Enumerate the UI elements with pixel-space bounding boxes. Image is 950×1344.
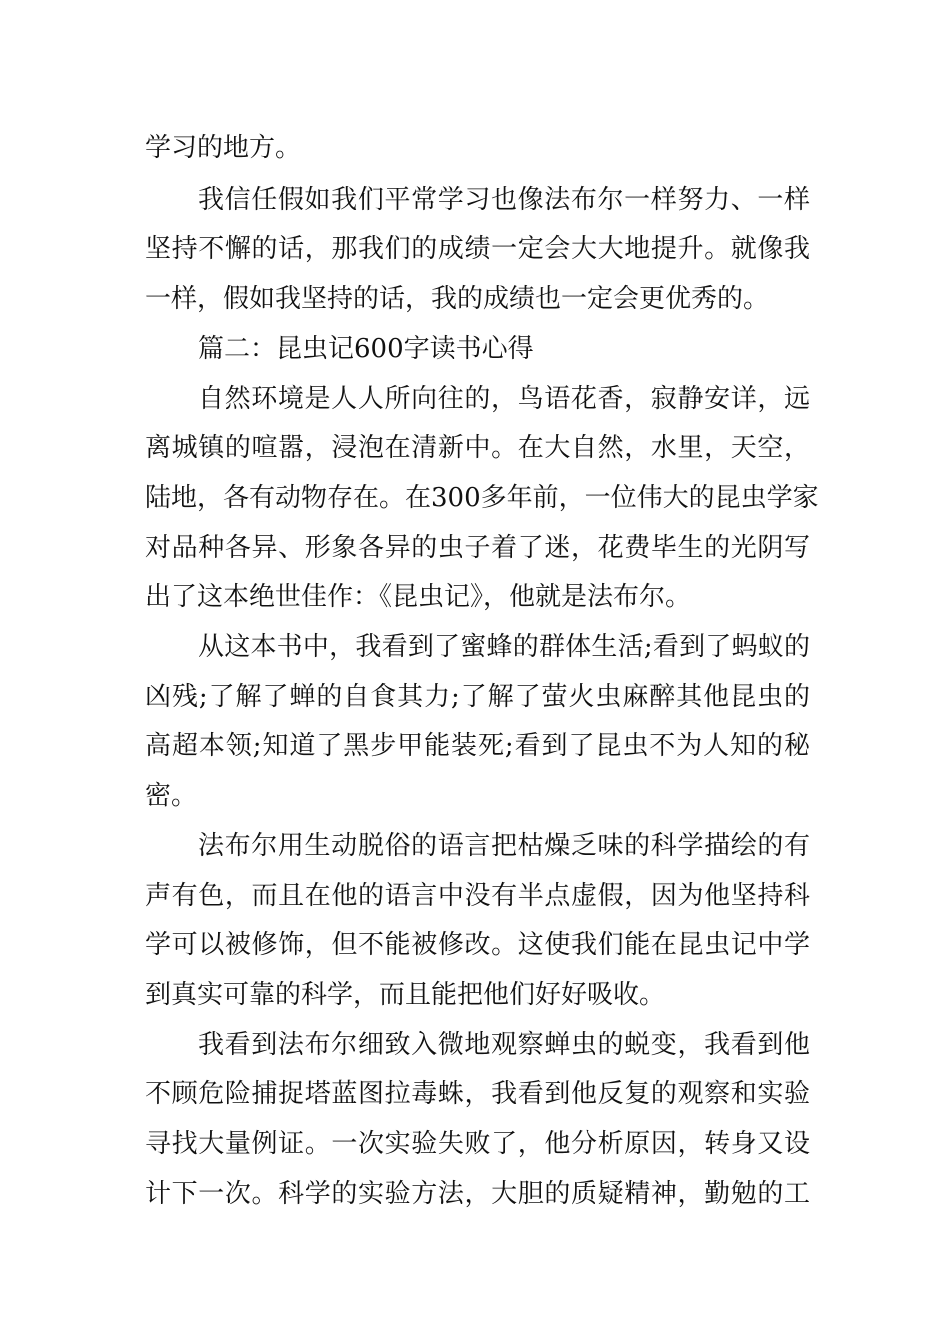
text-line: 学习的地方。 xyxy=(145,133,302,163)
text-line: 从这本书中，我看到了蜜蜂的群体生活;看到了蚂蚁的 xyxy=(198,632,810,662)
text-line: 法布尔用生动脱俗的语言把枯燥乏味的科学描绘的有 xyxy=(198,831,810,861)
text-line: 寻找大量例证。一次实验失败了，他分析原因，转身又设 xyxy=(145,1129,810,1159)
text-line: 不顾危险捕捉塔蓝图拉毒蛛，我看到他反复的观察和实验 xyxy=(145,1079,810,1109)
text-line: 坚持不懈的话，那我们的成绩一定会大大地提升。就像我 xyxy=(145,234,810,264)
text-line: 密。 xyxy=(145,781,198,811)
text-line: 自然环境是人人所向往的，鸟语花香，寂静安详，远 xyxy=(198,384,810,414)
text-line: 声有色，而且在他的语言中没有半点虚假，因为他坚持科 xyxy=(145,881,810,911)
text-line: 我看到法布尔细致入微地观察蝉虫的蜕变，我看到他 xyxy=(198,1030,810,1060)
text-line: 离城镇的喧嚣，浸泡在清新中。在大自然，水里，天空， xyxy=(145,433,810,463)
text-line: 一样，假如我坚持的话，我的成绩也一定会更优秀的。 xyxy=(145,284,770,314)
text-line: 出了这本绝世佳作：《昆虫记》，他就是法布尔。 xyxy=(145,582,692,612)
section-heading: 篇二：昆虫记600字读书心得 xyxy=(198,334,534,364)
text-line: 到真实可靠的科学，而且能把他们好好吸收。 xyxy=(145,980,666,1010)
text-line: 学可以被修饰，但不能被修改。这使我们能在昆虫记中学 xyxy=(145,930,810,960)
text-line: 凶残;了解了蝉的自食其力;了解了萤火虫麻醉其他昆虫的 xyxy=(145,682,810,712)
text-line: 计下一次。科学的实验方法，大胆的质疑精神，勤勉的工 xyxy=(145,1179,810,1209)
text-line: 高超本领;知道了黑步甲能装死;看到了昆虫不为人知的秘 xyxy=(145,731,810,761)
text-line: 我信任假如我们平常学习也像法布尔一样努力、一样 xyxy=(198,185,810,215)
text-line: 对品种各异、形象各异的虫子着了迷，花费毕生的光阴写 xyxy=(145,533,810,563)
text-line: 陆地，各有动物存在。在300多年前，一位伟大的昆虫学家 xyxy=(145,483,819,513)
